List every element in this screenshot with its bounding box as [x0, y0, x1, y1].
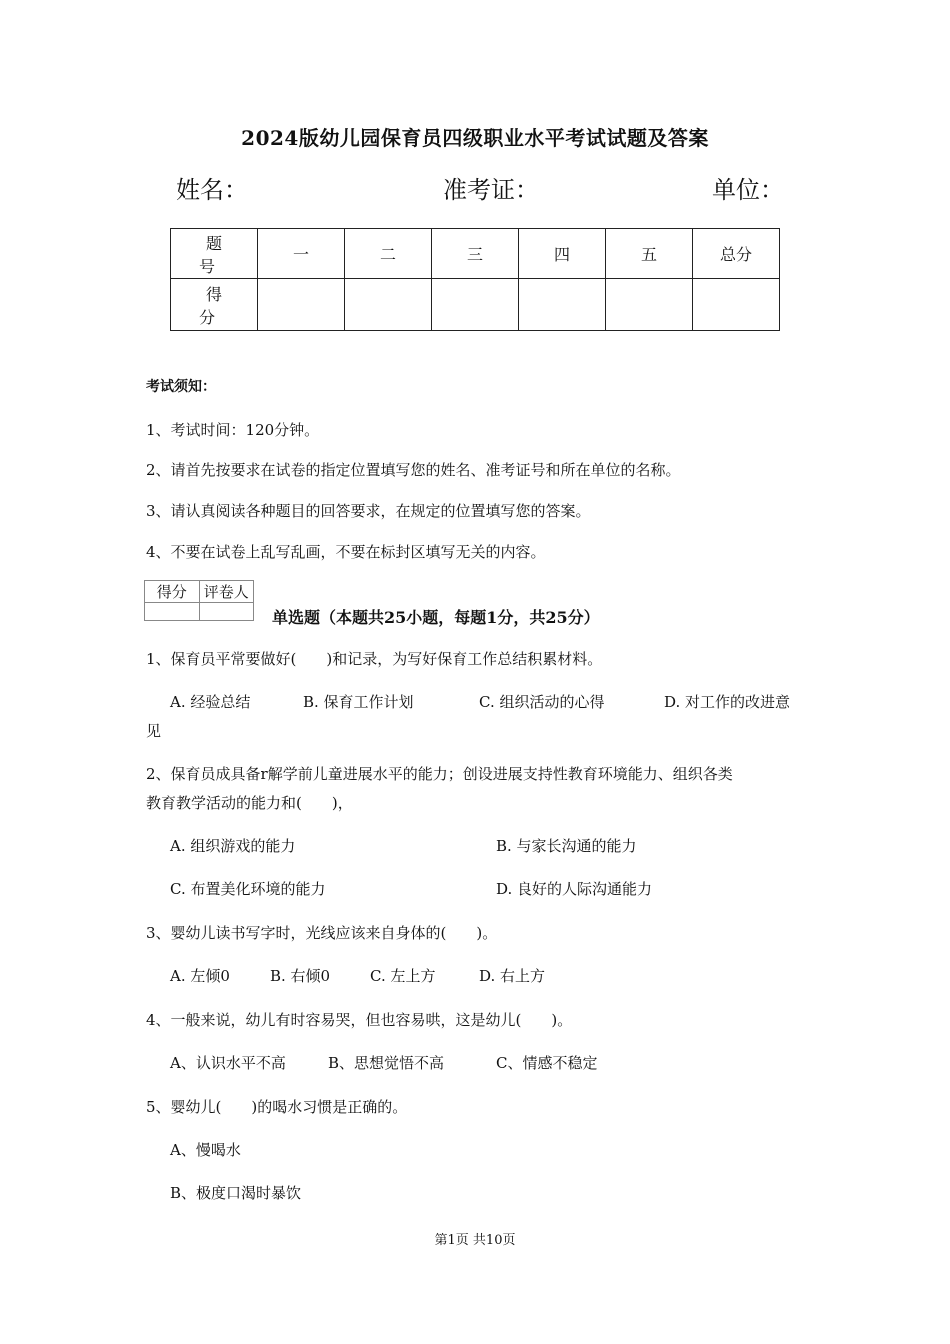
- notice-item: 3、请认真阅读各种题目的回答要求，在规定的位置填写您的答案。: [146, 502, 591, 520]
- name-label: 姓名：: [176, 176, 248, 204]
- question-2-option-c[interactable]: C. 布置美化环境的能力: [170, 880, 326, 898]
- score-table-header-row: [171, 229, 780, 279]
- score-header-5: 五: [606, 229, 693, 279]
- score-table-score-row: [171, 279, 780, 331]
- question-3-option-d[interactable]: D. 右上方: [479, 967, 546, 985]
- question-2-stem-line1: 2、保育员成具备r解学前儿童进展水平的能力；创设进展支持性教育环境能力、组织各类: [146, 765, 733, 783]
- grader-box: [144, 580, 254, 621]
- question-1-stem: 1、保育员平常要做好( )和记录，为写好保育工作总结积累材料。: [146, 650, 603, 668]
- question-2-option-d[interactable]: D. 良好的人际沟通能力: [496, 880, 653, 898]
- page-footer: 第1页 共10页: [434, 1233, 516, 1248]
- score-header-total: 总分: [693, 229, 780, 279]
- question-3-option-b[interactable]: B. 右倾0: [270, 967, 331, 985]
- page-title: 2024版幼儿园保育员四级职业水平考试试题及答案: [241, 126, 709, 150]
- score-header-4: 四: [519, 229, 606, 279]
- question-5-option-a[interactable]: A、慢喝水: [170, 1141, 241, 1159]
- score-row-label: 得 分: [171, 279, 258, 331]
- score-table: [170, 228, 780, 331]
- score-header-3: 三: [432, 229, 519, 279]
- question-3-option-c[interactable]: C. 左上方: [370, 967, 436, 985]
- question-5-stem: 5、婴幼儿( )的喝水习惯是正确的。: [146, 1098, 408, 1116]
- question-2-option-a[interactable]: A. 组织游戏的能力: [170, 837, 296, 855]
- section-title: 单选题（本题共25小题，每题1分，共25分）: [272, 608, 600, 627]
- score-cell-5[interactable]: [606, 279, 693, 331]
- question-2-stem-line2: 教育教学活动的能力和( )，: [146, 794, 353, 812]
- score-cell-2[interactable]: [345, 279, 432, 331]
- grader-score-label: 得分: [145, 581, 200, 603]
- score-header-1: 一: [258, 229, 345, 279]
- score-cell-1[interactable]: [258, 279, 345, 331]
- score-cell-total[interactable]: [693, 279, 780, 331]
- question-4-stem: 4、一般来说，幼儿有时容易哭，但也容易哄，这是幼儿( )。: [146, 1011, 573, 1029]
- question-2-option-b[interactable]: B. 与家长沟通的能力: [496, 837, 637, 855]
- grader-score-cell[interactable]: [145, 603, 200, 621]
- notice-item: 1、考试时间：120分钟。: [146, 421, 320, 439]
- question-3-option-a[interactable]: A. 左倾0: [170, 967, 230, 985]
- score-cell-4[interactable]: [519, 279, 606, 331]
- grader-name-label: 评卷人: [199, 581, 254, 603]
- notice-item: 2、请首先按要求在试卷的指定位置填写您的姓名、准考证号和所在单位的名称。: [146, 461, 681, 479]
- notice-title: 考试须知：: [146, 379, 216, 395]
- question-1-option-b[interactable]: B. 保育工作计划: [303, 693, 414, 711]
- exam-id-label: 准考证：: [443, 176, 539, 204]
- score-header-2: 二: [345, 229, 432, 279]
- question-4-option-b[interactable]: B、思想觉悟不高: [328, 1054, 445, 1072]
- question-1-option-c[interactable]: C. 组织活动的心得: [479, 693, 605, 711]
- question-4-option-a[interactable]: A、认识水平不高: [170, 1054, 286, 1072]
- question-4-option-c[interactable]: C、情感不稳定: [496, 1054, 598, 1072]
- question-1-option-a[interactable]: A. 经验总结: [170, 693, 251, 711]
- score-header-label: 题 号: [171, 229, 258, 279]
- unit-label: 单位：: [712, 176, 784, 204]
- notice-item: 4、不要在试卷上乱写乱画，不要在标封区填写无关的内容。: [146, 543, 546, 561]
- question-5-option-b[interactable]: B、极度口渴时暴饮: [170, 1184, 302, 1202]
- score-cell-3[interactable]: [432, 279, 519, 331]
- question-3-stem: 3、婴幼儿读书写字时，光线应该来自身体的( )。: [146, 924, 498, 942]
- question-1-option-d-continued: 见: [146, 722, 162, 740]
- grader-name-cell[interactable]: [199, 603, 254, 621]
- question-1-option-d[interactable]: D. 对工作的改进意: [664, 693, 791, 711]
